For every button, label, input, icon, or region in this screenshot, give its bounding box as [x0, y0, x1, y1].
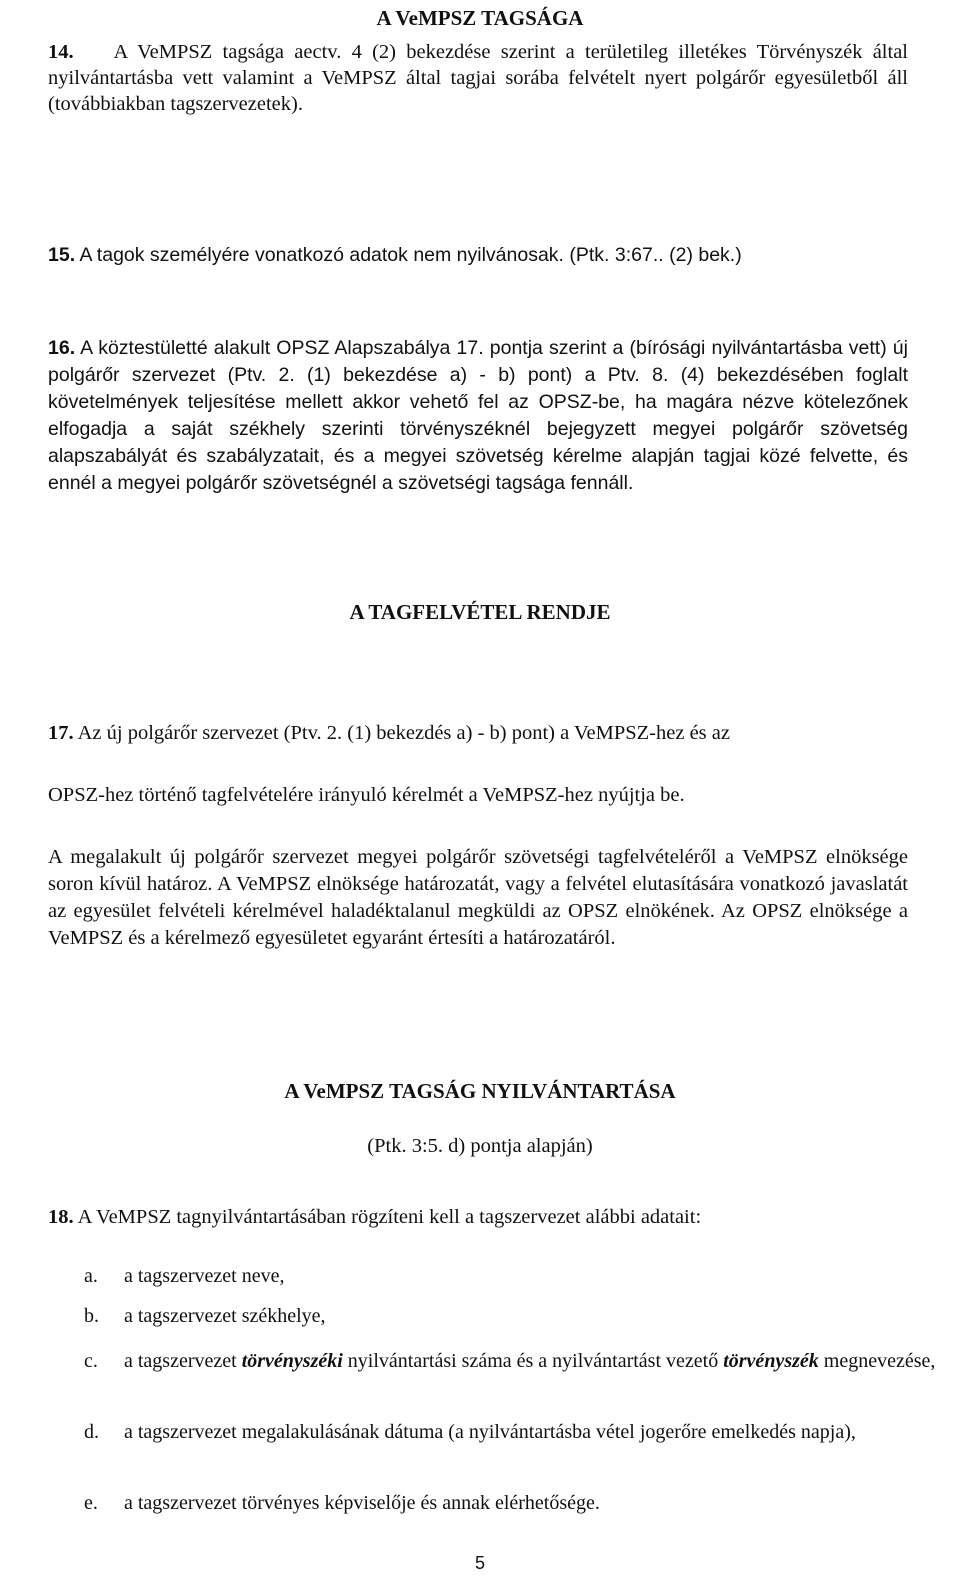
page-number: 5 — [474, 1553, 485, 1573]
list-text-mid: nyilvántartási száma és a nyilvántartást vezető — [342, 1350, 724, 1372]
paragraph-text: A VeMPSZ tagnyilvántartásában rögzíteni kell a tagszervezet alábbi adatait: — [77, 1206, 702, 1228]
paragraph-number: 15. — [48, 244, 76, 266]
list-text-emphasis: törvényszék — [723, 1350, 819, 1372]
list-text-pre: a tagszervezet — [124, 1350, 242, 1372]
paragraph-number: 17. — [48, 722, 74, 744]
paragraph-17 — [48, 720, 908, 746]
list-text: a tagszervezet törvényes képviselője és annak elérhetősége. — [124, 1492, 600, 1514]
paragraph-text: A tagok személyére vonatkozó adatok nem nyilvánosak. (Ptk. 3:67.. (2) bek.) — [79, 244, 742, 266]
paragraph-14 — [48, 39, 908, 117]
list-text-emphasis: törvényszéki — [241, 1350, 343, 1372]
list-text: a tagszervezet neve, — [124, 1265, 285, 1287]
paragraph-17-body: A megalakult új polgárőr szervezet megyei polgárőr szövetségi tagfelvételéről a VeMPSZ elnöksége soron kívül határoz. A VeMPSZ elnöksége határozatát, vagy a felvétel elutasítására vonatkozó javaslatát az egyesület felvételi kérelmével haladéktalanul megküldi az OPSZ elnökének. Az OPSZ elnöksége a VeMPSZ és a kérelmező egyesületet egyaránt értesíti a határozatáról. — [48, 846, 908, 949]
list-item — [84, 1303, 948, 1330]
paragraph-16 — [48, 335, 908, 497]
page-title: A VeMPSZ TAGSÁGA — [376, 6, 584, 30]
list-item — [84, 1263, 948, 1290]
list-text-post: megnevezése, — [818, 1350, 936, 1372]
paragraph-18 — [48, 1204, 908, 1230]
section-title-membership-order: A TAGFELVÉTEL RENDJE — [349, 600, 611, 624]
list-text — [124, 1348, 948, 1375]
list-label: d. — [84, 1421, 99, 1443]
list-label: c. — [84, 1350, 98, 1372]
paragraph-number: 14. — [48, 41, 74, 63]
paragraph-text-line1: Az új polgárőr szervezet (Ptv. 2. (1) bekezdés a) - b) pont) a VeMPSZ-hez és az — [77, 722, 730, 744]
paragraph-text: A VeMPSZ tagsága aectv. 4 (2) bekezdése szerint a területileg illetékes Törvényszék által nyilvántartásba vett valamint a VeMPSZ által tagjai sorába felvételt nyert polgárőr egyesületből áll (továbbiakban tagszervezetek). — [48, 41, 908, 115]
section-subtitle: (Ptk. 3:5. d) pontja alapján) — [367, 1135, 593, 1157]
list-text: a tagszervezet székhelye, — [124, 1305, 326, 1327]
paragraph-15 — [48, 242, 908, 268]
list-item — [84, 1348, 948, 1375]
list-label: b. — [84, 1305, 99, 1327]
paragraph-number: 18. — [48, 1206, 74, 1228]
list-text: a tagszervezet megalakulásának dátuma (a nyilvántartásba vétel jogerőre emelkedés napja), — [124, 1421, 856, 1443]
list-item — [84, 1490, 948, 1517]
section-title-registry: A VeMPSZ TAGSÁG NYILVÁNTARTÁSA — [284, 1079, 676, 1103]
list-item — [84, 1419, 948, 1446]
paragraph-text: A köztestületté alakult OPSZ Alapszabálya 17. pontja szerint a (bírósági nyilvántartásba vett) új polgárőr szervezet (Ptv. 2. (1) bekezdése a) - b) pont) a Ptv. 8. (4) bekezdésében foglalt követelmények teljesítése mellett akkor vehető fel az OPSZ-be, ha magára nézve kötelezőnek elfogadja a saját székhely szerinti törvényszéknél bejegyzett megyei polgárőr szövetség alapszabályát és szabályzatait, és a megyei szövetség kérelme alapján tagjai közé felvette, és ennél a megyei polgárőr szövetségnél a szövetségi tagsága fennáll. — [48, 337, 908, 494]
paragraph-number: 16. — [48, 337, 76, 359]
paragraph-17-line2: OPSZ-hez történő tagfelvételére irányuló kérelmét a VeMPSZ-hez nyújtja be. — [48, 784, 685, 806]
list-label: e. — [84, 1492, 98, 1514]
list-label: a. — [84, 1265, 98, 1287]
